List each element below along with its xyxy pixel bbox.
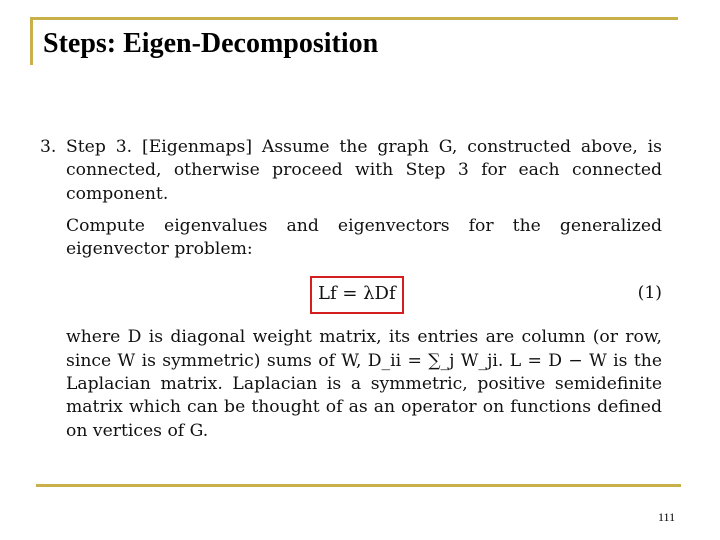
footer-rule	[36, 484, 681, 487]
step-item	[40, 136, 662, 443]
page-number: 111	[658, 510, 676, 524]
step-number: 3.	[40, 137, 57, 157]
equation-explanation: where D is diagonal weight matrix, its entries are column (or row, since W is symmetric) sums of W, D_ii = ∑_j W_ji. L = D − W is the Laplacian matrix. Laplacian is a symmetric, positive semidefinite matrix which can be thought of as an operator on functions defined on vertices of G.	[66, 327, 662, 441]
step-body	[66, 136, 662, 443]
step-lead-in: Step 3. [Eigenmaps] Assume the graph G, constructed above, is connected, otherwise proceed with Step 3 for each connected component.	[66, 137, 662, 204]
highlighted-equation	[310, 276, 404, 314]
problem-statement: Compute eigenvalues and eigenvectors for the generalized eigenvector problem:	[66, 215, 662, 260]
step-content	[40, 136, 662, 443]
title-top-rule	[30, 17, 678, 20]
slide-title: Steps: Eigen-Decomposition	[43, 28, 379, 59]
title-left-rule	[30, 17, 33, 65]
equation-number: (1)	[637, 283, 662, 304]
equation-text: Lf = λDf	[318, 283, 396, 305]
equation-row	[66, 276, 662, 314]
